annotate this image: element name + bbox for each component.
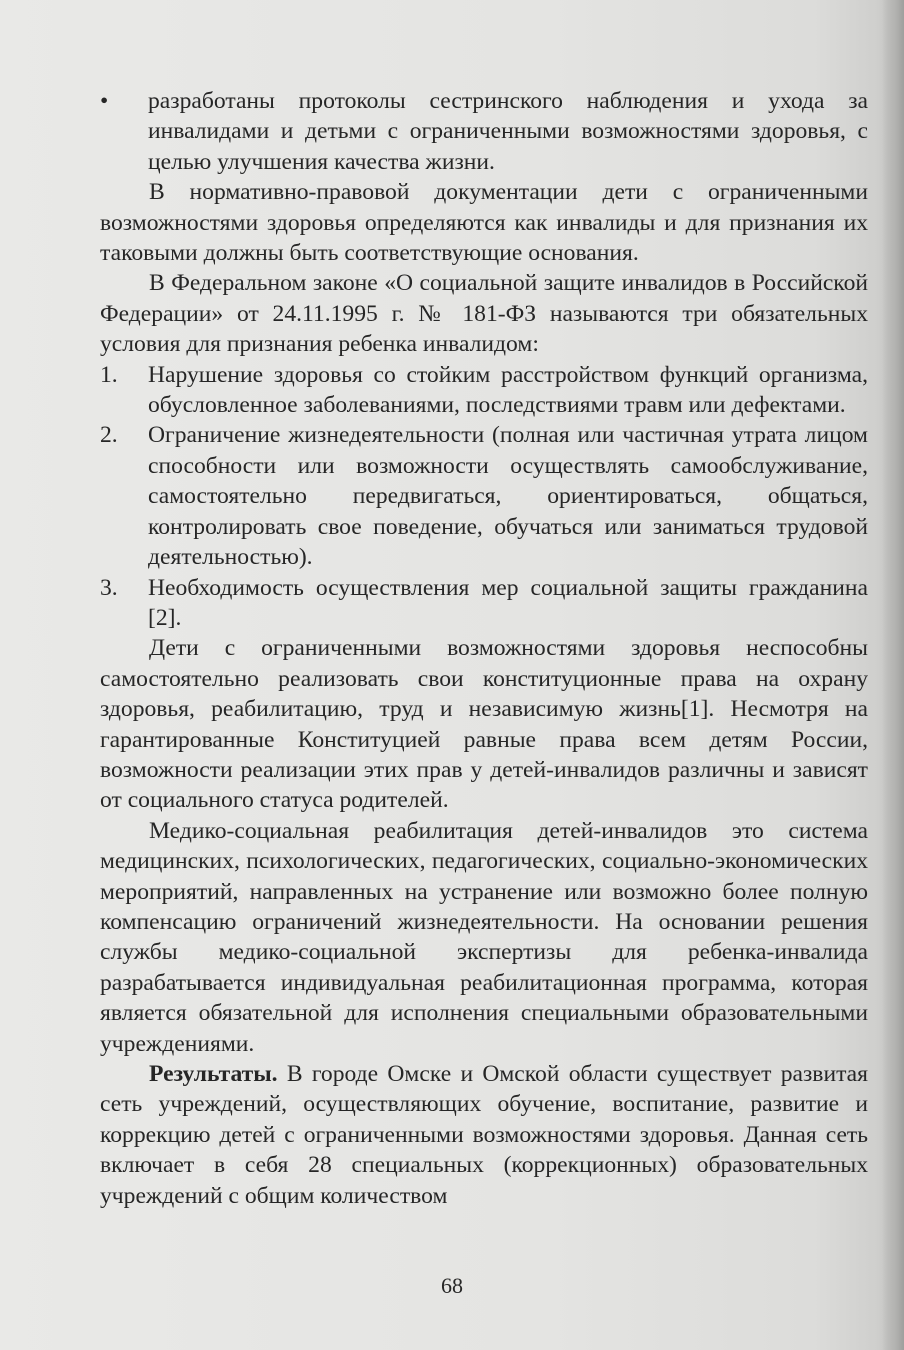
bullet-list-item xyxy=(100,86,868,177)
condition-text: Необходимость осуществления мер социальной защиты гражданина [2]. xyxy=(148,574,868,631)
results-label: Результаты. xyxy=(149,1061,278,1087)
condition-number: 3. xyxy=(100,574,118,601)
paragraph-results xyxy=(100,1059,868,1211)
condition-text: Нарушение здоровья со стойким расстройством функций организма, обусловленное заболеваниями, последствиями травм или дефектами. xyxy=(148,361,868,419)
page-number: 68 xyxy=(441,1273,463,1298)
bullet-item-text: разработаны протоколы сестринского наблюдения и ухода за инвалидами и детьми с ограниченными возможностями здоровья, с целью улучшения качества жизни. xyxy=(148,88,868,175)
book-spine-shadow xyxy=(882,0,904,1350)
paragraph-rehabilitation: Медико-социальная реабилитация детей-инвалидов это система медицинских, психологических, педагогических, социально-экономических мероприятий, направленных на устранение или возможно более полную компенсацию ограничений жизнедеятельности. На основании решения службы медико-социальной экспертизы для ребенка-инвалида разрабатывается индивидуальная реабилитационная программа, которая является обязательной для исполнения специальными образовательными учреждениями. xyxy=(100,817,868,1057)
results-text: В городе Омске и Омской области существует развитая сеть учреждений, осуществляющих обучение, воспитание, развитие и коррекцию детей с ограниченными возможностями здоровья. Данная сеть включает в себя 28 специальных (коррекционных) образовательных учреждений с общим количеством xyxy=(100,1061,868,1209)
paragraph-legal-definition: В нормативно-правовой документации дети с ограниченными возможностями здоровья определяются как инвалиды и для признания их таковыми должны быть соответствующие основания. xyxy=(100,179,868,267)
bullet-marker: • xyxy=(100,88,109,114)
paragraph-constitutional-rights: Дети с ограниченными возможностями здоровья неспособны самостоятельно реализовать свои конституционные права на охрану здоровья, реабилитацию, труд и независимую жизнь[1]. Несмотря на гарантированные Конституцией равные права всем детям России, возможности реализации этих прав у детей-инвалидов различны и зависят от социального статуса родителей. xyxy=(100,635,868,814)
condition-number: 1. xyxy=(100,361,118,388)
condition-item-3 xyxy=(100,573,868,634)
condition-item-1 xyxy=(100,360,868,421)
page-body xyxy=(100,86,868,1211)
condition-text: Ограничение жизнедеятельности (полная или частичная утрата лицом способности или возможности осуществлять самообслуживание, самостоятельно передвигаться, ориентироваться, общаться, контролировать свое поведение, обучаться или заниматься трудовой деятельностью). xyxy=(148,422,868,571)
paragraph-federal-law: В Федеральном законе «О социальной защите инвалидов в Российской Федерации» от 24.11.1995 г. № 181-ФЗ называются три обязательных условия для признания ребенка инвалидом: xyxy=(100,270,868,358)
condition-item-2 xyxy=(100,420,868,572)
condition-number: 2. xyxy=(100,422,118,449)
